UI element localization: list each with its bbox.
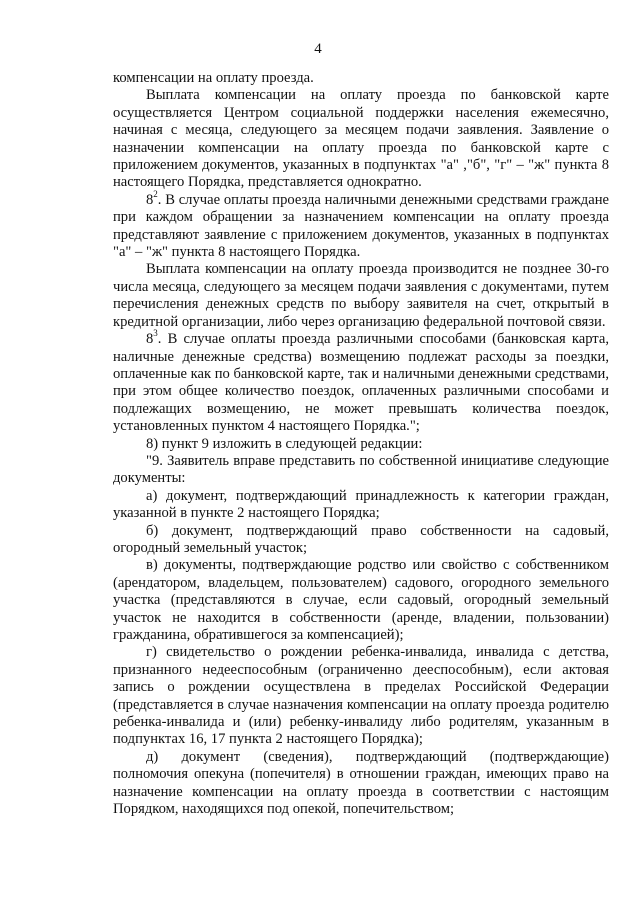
list-item: д) документ (сведения), подтверждающий (подтверждающие) полномочия опекуна (попечителя) в отношении граждан, имеющих право на назначение компенсации на оплату проезда в соответствии с настоящим Порядком, находящихся под опекой, попечительством;	[113, 748, 609, 818]
document-body	[113, 70, 609, 818]
list-item: а) документ, подтверждающий принадлежность к категории граждан, указанной в пункте 2 настоящего Порядка;	[113, 487, 609, 522]
paragraph-8-2: $8^2$. В случае оплаты проезда наличными денежными средствами граждане при каждом обращении за назначением компенсации на оплату проезда представляют заявление с приложением документов, указанных в подпунктах "а" – "ж" пункта 8 настоящего Порядка.	[113, 188, 609, 261]
paragraph: "9. Заявитель вправе представить по собственной инициативе следующие документы:	[113, 452, 609, 487]
paragraph: компенсации на оплату проезда.	[113, 70, 314, 86]
clause-superscript: 3	[153, 328, 158, 339]
paragraph: Выплата компенсации на оплату проезда производится не позднее 30-го числа месяца, следующего за месяцем подачи заявления с документами, путем перечисления денежных средств по выбору заявителя на счет, открытый в кредитной организации, либо через организацию федеральной почтовой связи.	[113, 261, 609, 330]
clause-number: 8	[146, 191, 154, 208]
paragraph: 8) пункт 9 изложить в следующей редакции:	[146, 435, 423, 452]
page-number: 4	[314, 41, 322, 57]
paragraph: Выплата компенсации на оплату проезда по банковской карте осуществляется Центром социальной поддержки населения ежемесячно, начиная с месяца, следующего за месяцем подачи заявления. Заявление о назначении компенсации на оплату проезда по банковской карте с приложением документов, указанных в подпунктах "а" ,"б", "г" – "ж" пункта 8 настоящего Порядка, представляется однократно.	[113, 87, 609, 191]
list-item: б) документ, подтверждающий право собственности на садовый, огородный земельный участок;	[113, 522, 609, 556]
clause-superscript: 2	[153, 188, 158, 199]
clause-number: 8	[146, 331, 154, 348]
list-item: в) документы, подтверждающие родство или свойство с собственником (арендатором, владельцем, пользователем) садового, огородного земельного участка (представляются в случае, если садовый, огородный земельный участок не находится в собственности (аренде, владении, пользовании) гражданина, обратившегося за компенсацией);	[113, 557, 609, 643]
list-item: г) свидетельство о рождении ребенка-инвалида, инвалида с детства, признанного недееспособным (ограниченно дееспособным), если актовая запись о рождении осуществлена в пределах Российской Федерации (представляется в случае назначения компенсации на оплату проезда родителю ребенка-инвалида и (или) ребенку-инвалиду либо родителям, указанным в подпунктах 16, 17 пункта 2 настоящего Порядка);	[113, 644, 609, 748]
paragraph-8-3: $8^3$. В случае оплаты проезда различными способами (банковская карта, наличные денежные средства) возмещению подлежат расходы за поездки, оплаченные как по банковской карте, так и наличными денежными средствами, при этом общее количество поездок, оплаченных различными способами и подлежащих возмещению, не может превышать количества поездок, установленных пунктом 4 настоящего Порядка.";	[113, 328, 610, 435]
